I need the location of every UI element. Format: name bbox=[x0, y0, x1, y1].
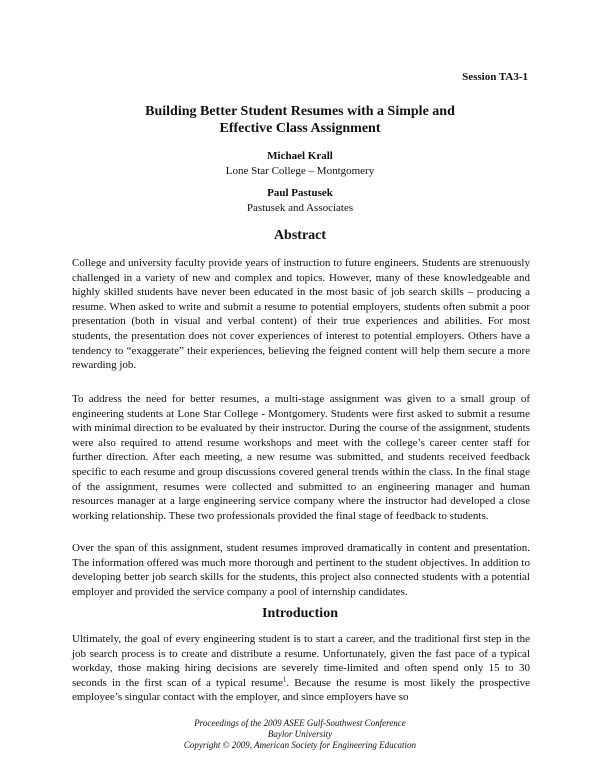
page-footer bbox=[0, 718, 600, 751]
paper-title bbox=[0, 103, 600, 137]
title-line-1: Building Better Student Resumes with a Simple and bbox=[145, 104, 455, 119]
title-line-2: Effective Class Assignment bbox=[219, 121, 381, 136]
abstract-paragraph-2: To address the need for better resumes, a multi-stage assignment was given to a small group of engineering students at Lone Star College - Montgomery. Students were first asked to submit a resume with minimal direction to be evaluated by their instructor. During the course of the assignment, students were also required to attend resume workshops and meet with the college’s career center staff for further direction. After each meeting, a new resume was submitted, and students received feedback specific to each resume and group discussions covered general trends within the class. In the final stage of the assignment, resumes were collected and submitted to an engineering manager and human resources manager at a large engineering service company where the instructor had developed a close working relationship. These two professionals provided the final stage of feedback to students. bbox=[72, 393, 530, 522]
author-block-1 bbox=[0, 149, 600, 179]
author-affiliation: Lone Star College – Montgomery bbox=[225, 165, 375, 177]
author-name: Paul Pastusek bbox=[267, 187, 333, 199]
author-block-2 bbox=[0, 186, 600, 216]
introduction-heading: Introduction bbox=[262, 606, 338, 621]
intro-text-after-ref: . Because the resume is most likely the prospective employee’s singular contact with the employer, and since employers have so bbox=[72, 676, 530, 704]
author-affiliation: Pastusek and Associates bbox=[246, 202, 354, 214]
abstract-paragraph-1: College and university faculty provide years of instruction to future engineers. Students are strenuously challenged in a variety of new and complex and topics. However, many of these knowledgeable and highly skilled students have never been educated in the most basic of job search skills – producing a resume. When asked to write and submit a resume to potential employers, students often submit a poor presentation (both in visual and verbal content) of their true experiences and abilities. For most students, the presentation does not cover experiences of interest to potential employers. Others have a tendency to “exaggerate” their experiences, believing the feigned content will help them secure a more rewarding job. bbox=[72, 257, 530, 372]
reference-superscript[interactable]: 1 bbox=[282, 675, 287, 684]
author-name: Michael Krall bbox=[267, 150, 333, 162]
intro-text-before-ref: Ultimately, the goal of every engineering student is to start a career, and the traditional first step in the job search process is to create and distribute a resume. Unfortunately, given the fast pace of a typical workday, those making hiring decisions are severely time-limited and often spend only 15 to 30 seconds in the first scan of a typical resume bbox=[72, 633, 530, 689]
introduction-paragraph bbox=[72, 632, 530, 705]
footer-university: Baylor University bbox=[267, 729, 333, 739]
footer-proceedings: Proceedings of the 2009 ASEE Gulf-Southwest Conference bbox=[194, 718, 406, 728]
session-label: Session TA3-1 bbox=[462, 71, 528, 83]
footer-copyright: Copyright © 2009, American Society for Engineering Education bbox=[183, 740, 417, 750]
abstract-heading: Abstract bbox=[273, 228, 327, 243]
abstract-paragraph-3: Over the span of this assignment, student resumes improved dramatically in content and presentation. The information offered was much more thorough and pertinent to the student objectives. In addition to developing better job search skills for the students, this project also connected students with a potential employer and provided the service company a pool of internship candidates. bbox=[72, 542, 530, 598]
